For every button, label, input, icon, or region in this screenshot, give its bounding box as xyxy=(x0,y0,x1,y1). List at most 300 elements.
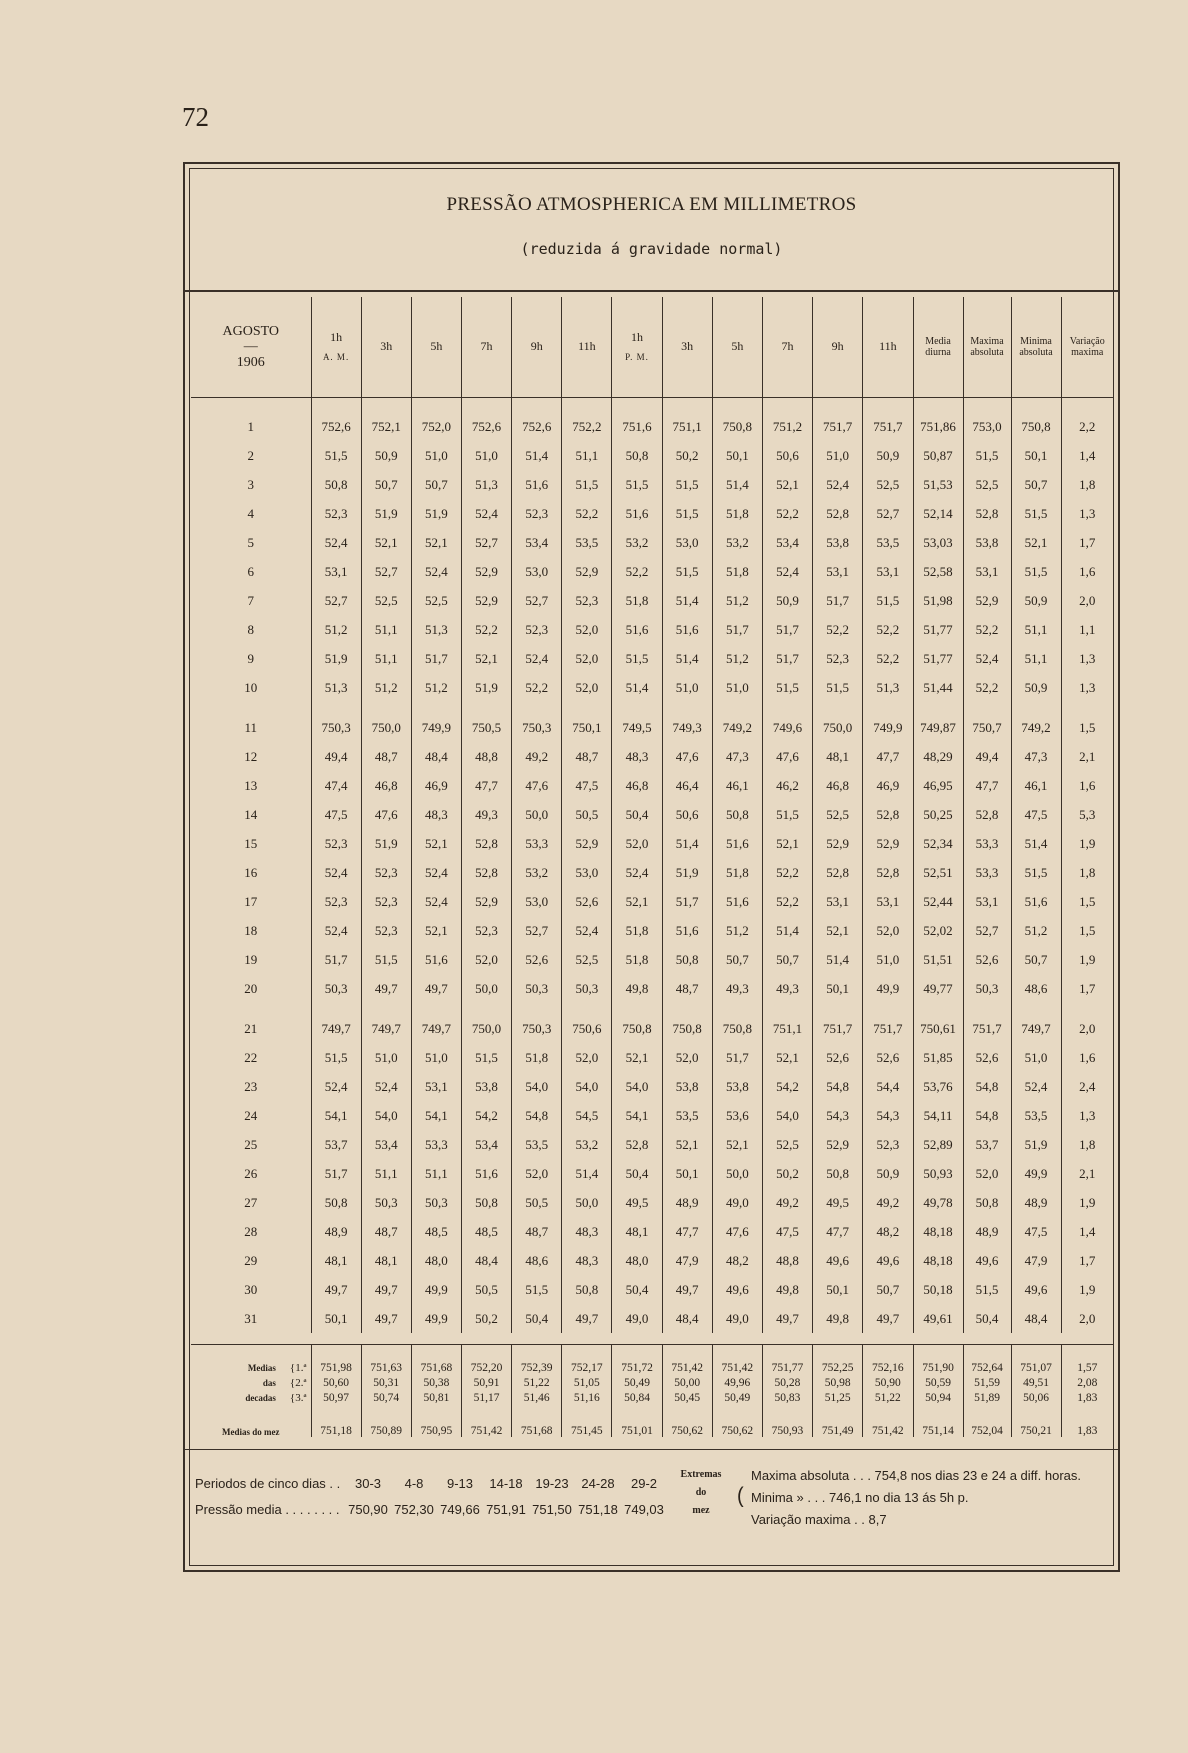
value-cell: 750,6 xyxy=(562,1014,612,1043)
value-cell: 52,4 xyxy=(1011,1072,1061,1101)
value-cell: 49,6 xyxy=(863,1246,913,1275)
value-cell: 53,1 xyxy=(813,557,863,586)
value-cell: 52,7 xyxy=(311,586,361,615)
value-cell: 51,3 xyxy=(461,470,511,499)
value-cell: 47,9 xyxy=(1011,1246,1061,1275)
value-cell: 46,95 xyxy=(913,771,963,800)
value-cell: 50,7 xyxy=(712,945,762,974)
value-cell: 52,44 xyxy=(913,887,963,916)
spacer-cell xyxy=(1011,1345,1061,1361)
periodos-values xyxy=(345,1476,667,1491)
table-row xyxy=(191,1130,1113,1159)
value-cell: 50,7 xyxy=(1011,945,1061,974)
value-cell: 53,7 xyxy=(963,1130,1011,1159)
table-row xyxy=(191,858,1113,887)
value-cell: 749,3 xyxy=(662,713,712,742)
value-cell: 53,1 xyxy=(411,1072,461,1101)
decada-row xyxy=(191,1390,1113,1405)
decada-value-cell: 51,46 xyxy=(512,1390,562,1405)
value-cell: 53,7 xyxy=(311,1130,361,1159)
value-cell: 51,9 xyxy=(311,644,361,673)
spacer-cell xyxy=(863,702,913,713)
spacer-cell xyxy=(813,1003,863,1014)
table-row xyxy=(191,1275,1113,1304)
value-cell: 2,1 xyxy=(1061,742,1113,771)
value-cell: 51,1 xyxy=(411,1159,461,1188)
page-number: 72 xyxy=(182,102,209,132)
value-cell: 48,5 xyxy=(461,1217,511,1246)
value-cell: 47,6 xyxy=(662,742,712,771)
value-cell: 51,4 xyxy=(662,829,712,858)
value-cell: 53,3 xyxy=(963,829,1011,858)
value-cell: 750,7 xyxy=(963,713,1011,742)
header-hour-label: 1h xyxy=(631,330,644,345)
periodos-value: 30-3 xyxy=(354,1476,382,1491)
value-cell: 46,8 xyxy=(612,771,662,800)
value-cell: 51,3 xyxy=(863,673,913,702)
header-hour-label: 1h xyxy=(330,330,343,345)
value-cell: 50,2 xyxy=(762,1159,812,1188)
value-cell: 52,5 xyxy=(963,470,1011,499)
spacer-cell xyxy=(762,398,812,413)
spacer-cell xyxy=(1011,702,1061,713)
value-cell: 53,5 xyxy=(1011,1101,1061,1130)
value-cell: 47,7 xyxy=(662,1217,712,1246)
table-row xyxy=(191,800,1113,829)
value-cell: 48,1 xyxy=(311,1246,361,1275)
header-hour: 5h xyxy=(712,297,762,398)
value-cell: 48,1 xyxy=(612,1217,662,1246)
value-cell: 47,3 xyxy=(712,742,762,771)
value-cell: 52,9 xyxy=(461,557,511,586)
value-cell: 53,1 xyxy=(863,557,913,586)
decada-value-cell: 50,38 xyxy=(411,1375,461,1390)
value-cell: 48,3 xyxy=(562,1246,612,1275)
value-cell: 49,4 xyxy=(311,742,361,771)
spacer-cell xyxy=(191,1003,311,1014)
day-cell: 27 xyxy=(244,1194,258,1210)
spacer-cell xyxy=(311,398,361,413)
value-cell: 48,3 xyxy=(562,1217,612,1246)
decada-brace: { xyxy=(289,1391,296,1404)
value-cell: 46,2 xyxy=(762,771,812,800)
value-cell: 53,1 xyxy=(813,887,863,916)
value-cell: 50,93 xyxy=(913,1159,963,1188)
day-cell: 12 xyxy=(244,748,258,764)
value-cell: 51,5 xyxy=(813,673,863,702)
spacer-cell xyxy=(813,398,863,413)
value-cell: 52,5 xyxy=(863,470,913,499)
value-cell: 749,87 xyxy=(913,713,963,742)
value-cell: 52,3 xyxy=(813,644,863,673)
value-cell: 53,8 xyxy=(712,1072,762,1101)
decada-value-cell: 50,81 xyxy=(411,1390,461,1405)
spacer-cell xyxy=(1061,1345,1113,1361)
value-cell: 50,3 xyxy=(963,974,1011,1003)
footer-rule xyxy=(185,1449,1118,1450)
value-cell: 50,9 xyxy=(863,441,913,470)
decada-value-cell: 51,89 xyxy=(963,1390,1011,1405)
value-cell: 751,1 xyxy=(762,1014,812,1043)
decada-value-cell: 49,51 xyxy=(1011,1375,1061,1390)
header-maxima: Maxima absoluta xyxy=(963,297,1011,398)
value-cell: 52,8 xyxy=(963,800,1011,829)
value-cell: 53,5 xyxy=(562,528,612,557)
day-cell: 21 xyxy=(244,1020,258,1036)
value-cell: 51,1 xyxy=(361,1159,411,1188)
value-cell: 52,5 xyxy=(813,800,863,829)
value-cell: 1,5 xyxy=(1061,887,1113,916)
table-row xyxy=(191,1072,1113,1101)
value-cell: 51,7 xyxy=(311,945,361,974)
value-cell: 49,61 xyxy=(913,1304,963,1333)
value-cell: 51,8 xyxy=(712,858,762,887)
decada-value-cell: 50,84 xyxy=(612,1390,662,1405)
value-cell: 53,8 xyxy=(813,528,863,557)
medias-mez-cell: 750,95 xyxy=(411,1405,461,1437)
value-cell: 749,5 xyxy=(612,713,662,742)
value-cell: 1,8 xyxy=(1061,858,1113,887)
spacer-cell xyxy=(562,702,612,713)
value-cell: 52,4 xyxy=(311,528,361,557)
value-cell: 52,9 xyxy=(461,586,511,615)
decada-value-cell: 50,49 xyxy=(712,1390,762,1405)
value-cell: 50,1 xyxy=(1011,441,1061,470)
table-title: PRESSÃO ATMOSPHERICA EM MILLIMETROS xyxy=(446,194,857,215)
value-cell: 53,0 xyxy=(562,858,612,887)
value-cell: 51,9 xyxy=(361,499,411,528)
value-cell: 49,0 xyxy=(712,1188,762,1217)
pressao-value: 749,66 xyxy=(440,1502,480,1517)
value-cell: 50,2 xyxy=(461,1304,511,1333)
header-row xyxy=(191,297,1113,398)
value-cell: 51,5 xyxy=(963,1275,1011,1304)
value-cell: 52,9 xyxy=(562,829,612,858)
value-cell: 51,6 xyxy=(612,615,662,644)
value-cell: 52,0 xyxy=(963,1159,1011,1188)
value-cell: 52,1 xyxy=(361,528,411,557)
value-cell: 750,0 xyxy=(461,1014,511,1043)
value-cell: 52,4 xyxy=(311,1072,361,1101)
value-cell: 48,3 xyxy=(612,742,662,771)
value-cell: 51,4 xyxy=(712,470,762,499)
value-cell: 50,3 xyxy=(411,1188,461,1217)
spacer-row xyxy=(191,398,1113,413)
spacer-cell xyxy=(461,1345,511,1361)
value-cell: 51,0 xyxy=(411,1043,461,1072)
value-cell: 52,1 xyxy=(612,1043,662,1072)
spacer-cell xyxy=(191,398,311,413)
value-cell: 52,3 xyxy=(311,887,361,916)
value-cell: 52,02 xyxy=(913,916,963,945)
value-cell: 54,1 xyxy=(311,1101,361,1130)
value-cell: 50,6 xyxy=(762,441,812,470)
value-cell: 753,0 xyxy=(963,412,1011,441)
value-cell: 51,9 xyxy=(361,829,411,858)
medias-mez-cell: 751,14 xyxy=(913,1405,963,1437)
periodos-value: 14-18 xyxy=(489,1476,523,1491)
value-cell: 52,3 xyxy=(562,586,612,615)
day-cell: 2 xyxy=(247,447,254,463)
day-cell: 28 xyxy=(244,1223,258,1239)
value-cell: 50,3 xyxy=(562,974,612,1003)
decada-value-cell: 50,31 xyxy=(361,1375,411,1390)
value-cell: 52,4 xyxy=(461,499,511,528)
value-cell: 52,3 xyxy=(512,615,562,644)
value-cell: 51,5 xyxy=(461,1043,511,1072)
value-cell: 48,0 xyxy=(411,1246,461,1275)
day-cell: 31 xyxy=(244,1310,258,1326)
spacer-cell xyxy=(1011,1003,1061,1014)
value-cell: 52,5 xyxy=(361,586,411,615)
medias-mez-cell: 751,42 xyxy=(863,1405,913,1437)
spacer-cell xyxy=(963,702,1011,713)
value-cell: 1,6 xyxy=(1061,1043,1113,1072)
value-cell: 51,6 xyxy=(712,829,762,858)
spacer-cell xyxy=(612,398,662,413)
value-cell: 53,1 xyxy=(311,557,361,586)
value-cell: 53,4 xyxy=(361,1130,411,1159)
spacer-cell xyxy=(361,1003,411,1014)
spacer-cell xyxy=(311,1345,361,1361)
value-cell: 53,0 xyxy=(662,528,712,557)
value-cell: 52,6 xyxy=(963,1043,1011,1072)
value-cell: 50,25 xyxy=(913,800,963,829)
spacer-cell xyxy=(361,702,411,713)
value-cell: 1,8 xyxy=(1061,1130,1113,1159)
value-cell: 51,6 xyxy=(411,945,461,974)
value-cell: 52,4 xyxy=(612,858,662,887)
value-cell: 1,3 xyxy=(1061,1101,1113,1130)
value-cell: 52,3 xyxy=(361,887,411,916)
value-cell: 51,0 xyxy=(411,441,461,470)
decada-value-cell: 751,77 xyxy=(762,1360,812,1375)
value-cell: 50,7 xyxy=(1011,470,1061,499)
table-row xyxy=(191,441,1113,470)
value-cell: 750,8 xyxy=(712,1014,762,1043)
header-hour: 3h xyxy=(361,297,411,398)
header-dash: — xyxy=(243,339,258,355)
day-cell: 30 xyxy=(244,1281,258,1297)
value-cell: 50,3 xyxy=(512,974,562,1003)
value-cell: 750,1 xyxy=(562,713,612,742)
value-cell: 50,8 xyxy=(813,1159,863,1188)
value-cell: 51,7 xyxy=(662,887,712,916)
value-cell: 751,86 xyxy=(913,412,963,441)
value-cell: 50,0 xyxy=(512,800,562,829)
value-cell: 52,8 xyxy=(863,800,913,829)
value-cell: 1,1 xyxy=(1061,615,1113,644)
value-cell: 47,9 xyxy=(662,1246,712,1275)
value-cell: 50,8 xyxy=(562,1275,612,1304)
value-cell: 51,8 xyxy=(612,586,662,615)
day-cell: 18 xyxy=(244,922,258,938)
decadas-label: das xyxy=(262,1377,276,1388)
value-cell: 48,9 xyxy=(662,1188,712,1217)
value-cell: 52,0 xyxy=(461,945,511,974)
value-cell: 50,8 xyxy=(612,441,662,470)
value-cell: 52,5 xyxy=(562,945,612,974)
spacer-cell xyxy=(311,1003,361,1014)
header-media: Media diurna xyxy=(913,297,963,398)
value-cell: 48,9 xyxy=(311,1217,361,1246)
value-cell: 52,8 xyxy=(863,858,913,887)
value-cell: 49,9 xyxy=(1011,1159,1061,1188)
value-cell: 50,2 xyxy=(662,441,712,470)
value-cell: 47,6 xyxy=(712,1217,762,1246)
value-cell: 52,3 xyxy=(361,858,411,887)
table-row xyxy=(191,887,1113,916)
pressao-label: Pressão media . . . . . . . . xyxy=(195,1502,340,1517)
value-cell: 1,5 xyxy=(1061,916,1113,945)
table-row xyxy=(191,771,1113,800)
value-cell: 52,6 xyxy=(562,887,612,916)
value-cell: 49,6 xyxy=(963,1246,1011,1275)
value-cell: 2,1 xyxy=(1061,1159,1113,1188)
value-cell: 47,6 xyxy=(762,742,812,771)
value-cell: 52,8 xyxy=(963,499,1011,528)
value-cell: 49,3 xyxy=(712,974,762,1003)
value-cell: 51,9 xyxy=(461,673,511,702)
decada-value-cell: 2,08 xyxy=(1061,1375,1113,1390)
value-cell: 749,6 xyxy=(762,713,812,742)
table-row xyxy=(191,644,1113,673)
value-cell: 50,4 xyxy=(612,1275,662,1304)
pressao-values xyxy=(345,1502,667,1517)
value-cell: 49,2 xyxy=(512,742,562,771)
value-cell: 51,6 xyxy=(1011,887,1061,916)
spacer-cell xyxy=(1061,398,1113,413)
decada-value-cell: 51,59 xyxy=(963,1375,1011,1390)
value-cell: 51,0 xyxy=(712,673,762,702)
decada-value-cell: 51,25 xyxy=(813,1390,863,1405)
value-cell: 49,7 xyxy=(361,974,411,1003)
table-row xyxy=(191,1188,1113,1217)
value-cell: 52,4 xyxy=(411,557,461,586)
spacer-cell xyxy=(361,398,411,413)
value-cell: 751,6 xyxy=(612,412,662,441)
value-cell: 50,9 xyxy=(361,441,411,470)
value-cell: 1,3 xyxy=(1061,644,1113,673)
value-cell: 49,6 xyxy=(813,1246,863,1275)
value-cell: 49,8 xyxy=(612,974,662,1003)
value-cell: 51,2 xyxy=(712,586,762,615)
day-cell: 22 xyxy=(244,1049,258,1065)
day-cell: 23 xyxy=(244,1078,258,1094)
header-hour: 5h xyxy=(411,297,461,398)
value-cell: 50,1 xyxy=(712,441,762,470)
medias-mez-cell: 751,42 xyxy=(461,1405,511,1437)
value-cell: 49,5 xyxy=(612,1188,662,1217)
value-cell: 749,7 xyxy=(311,1014,361,1043)
value-cell: 48,2 xyxy=(863,1217,913,1246)
day-cell: 6 xyxy=(247,563,254,579)
value-cell: 1,9 xyxy=(1061,1275,1113,1304)
value-cell: 52,4 xyxy=(762,557,812,586)
value-cell: 51,5 xyxy=(1011,858,1061,887)
decada-value-cell: 751,42 xyxy=(662,1360,712,1375)
extremas-line: Minima » . . . 746,1 no dia 13 ás 5h p. xyxy=(751,1490,969,1505)
value-cell: 47,7 xyxy=(863,742,913,771)
decada-value-cell: 751,42 xyxy=(712,1360,762,1375)
value-cell: 48,8 xyxy=(762,1246,812,1275)
extremas-title-line: do xyxy=(695,1487,707,1498)
spacer-cell xyxy=(963,1003,1011,1014)
pressao-value: 751,18 xyxy=(578,1502,618,1517)
value-cell: 51,6 xyxy=(662,615,712,644)
spacer-cell xyxy=(712,398,762,413)
spacer-cell xyxy=(712,1345,762,1361)
value-cell: 49,8 xyxy=(813,1304,863,1333)
medias-mez-cell: 750,62 xyxy=(662,1405,712,1437)
value-cell: 50,8 xyxy=(311,470,361,499)
value-cell: 53,4 xyxy=(512,528,562,557)
medias-mez-cell: 750,89 xyxy=(361,1405,411,1437)
value-cell: 750,3 xyxy=(512,1014,562,1043)
value-cell: 49,7 xyxy=(662,1275,712,1304)
spacer-cell xyxy=(562,1345,612,1361)
decada-value-cell: 51,05 xyxy=(562,1375,612,1390)
value-cell: 50,5 xyxy=(512,1188,562,1217)
value-cell: 47,5 xyxy=(1011,1217,1061,1246)
decada-ordinal: 3.ª xyxy=(295,1391,307,1404)
value-cell: 51,5 xyxy=(562,470,612,499)
value-cell: 51,9 xyxy=(1011,1130,1061,1159)
value-cell: 52,1 xyxy=(411,829,461,858)
value-cell: 1,4 xyxy=(1061,441,1113,470)
value-cell: 52,2 xyxy=(963,673,1011,702)
decada-value-cell: 751,98 xyxy=(311,1360,361,1375)
value-cell: 1,6 xyxy=(1061,557,1113,586)
spacer-cell xyxy=(963,398,1011,413)
value-cell: 51,3 xyxy=(411,615,461,644)
value-cell: 51,7 xyxy=(712,1043,762,1072)
value-cell: 51,6 xyxy=(612,499,662,528)
spacer-cell xyxy=(662,1003,712,1014)
decada-value-cell: 50,83 xyxy=(762,1390,812,1405)
value-cell: 49,7 xyxy=(311,1275,361,1304)
header-pm: P. M. xyxy=(625,351,649,362)
header-hour: 7h xyxy=(461,297,511,398)
table-row xyxy=(191,713,1113,742)
value-cell: 49,7 xyxy=(361,1275,411,1304)
value-cell: 51,0 xyxy=(813,441,863,470)
value-cell: 750,3 xyxy=(311,713,361,742)
value-cell: 51,1 xyxy=(1011,644,1061,673)
value-cell: 47,4 xyxy=(311,771,361,800)
value-cell: 50,7 xyxy=(411,470,461,499)
value-cell: 50,6 xyxy=(662,800,712,829)
value-cell: 48,4 xyxy=(1011,1304,1061,1333)
value-cell: 52,2 xyxy=(512,673,562,702)
value-cell: 750,61 xyxy=(913,1014,963,1043)
value-cell: 49,0 xyxy=(612,1304,662,1333)
value-cell: 48,8 xyxy=(461,742,511,771)
value-cell: 51,8 xyxy=(512,1043,562,1072)
decada-row xyxy=(191,1375,1113,1390)
value-cell: 51,1 xyxy=(361,615,411,644)
spacer-cell xyxy=(512,1345,562,1361)
value-cell: 1,3 xyxy=(1061,499,1113,528)
value-cell: 50,9 xyxy=(1011,586,1061,615)
value-cell: 53,8 xyxy=(461,1072,511,1101)
value-cell: 53,76 xyxy=(913,1072,963,1101)
value-cell: 53,1 xyxy=(963,557,1011,586)
value-cell: 51,1 xyxy=(361,644,411,673)
value-cell: 52,1 xyxy=(813,916,863,945)
value-cell: 749,2 xyxy=(1011,713,1061,742)
decada-value-cell: 50,90 xyxy=(863,1375,913,1390)
